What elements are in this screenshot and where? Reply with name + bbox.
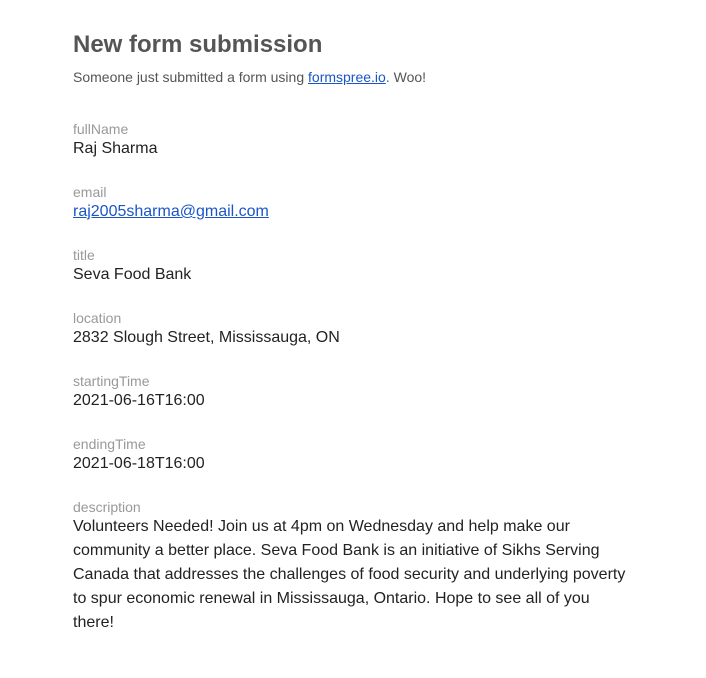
field-value: 2021-06-18T16:00 <box>73 455 205 472</box>
field-value: Seva Food Bank <box>73 266 192 283</box>
field-location <box>73 309 633 350</box>
intro-prefix: Someone just submitted a form using <box>73 69 309 85</box>
field-label: email <box>73 184 107 200</box>
field-label: startingTime <box>73 373 150 389</box>
field-value: Raj Sharma <box>73 140 158 157</box>
field-fullname <box>73 120 633 161</box>
field-value: Volunteers Needed! Join us at 4pm on Wednesday and help make our community a better place. Seva Food Bank is an initiative of Sikhs Serving Canada that addresses the challenges of food security and underlying poverty to spur economic renewal in Mississauga, Ontario. Hope to see all of you there! <box>73 518 626 631</box>
field-label: fullName <box>73 121 129 137</box>
field-value: 2832 Slough Street, Mississauga, ON <box>73 329 340 346</box>
email-link[interactable]: raj2005sharma@gmail.com <box>73 203 269 220</box>
field-value: 2021-06-16T16:00 <box>73 392 205 409</box>
field-email <box>73 183 633 224</box>
field-description <box>73 498 633 635</box>
field-label: endingTime <box>73 436 146 452</box>
intro-text <box>73 68 633 86</box>
formspree-link[interactable]: formspree.io <box>308 69 386 85</box>
submission-container <box>73 30 633 657</box>
fields-list <box>73 120 633 635</box>
field-label: description <box>73 499 141 515</box>
field-label: title <box>73 247 95 263</box>
field-label: location <box>73 310 122 326</box>
page-title: New form submission <box>73 31 323 58</box>
intro-suffix: . Woo! <box>385 69 427 85</box>
field-starting-time <box>73 372 633 413</box>
field-ending-time <box>73 435 633 476</box>
field-title <box>73 246 633 287</box>
